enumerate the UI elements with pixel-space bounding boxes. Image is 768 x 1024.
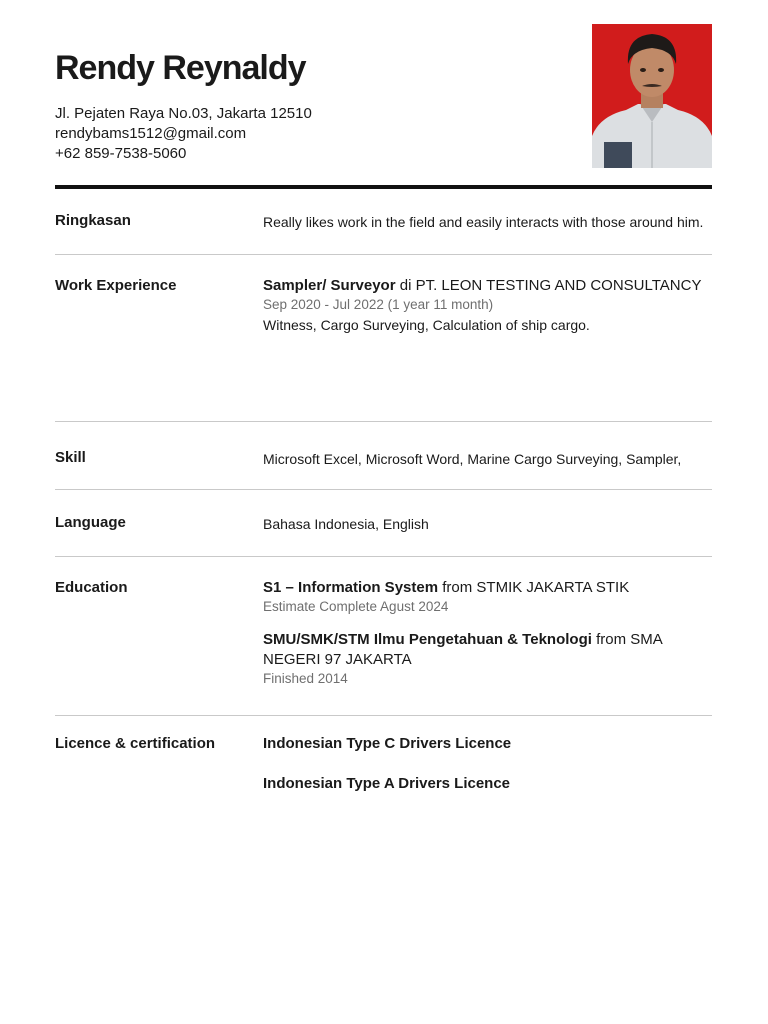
section-divider [55, 489, 712, 490]
licence-list [263, 734, 713, 794]
education-title [263, 630, 713, 670]
section-divider [55, 556, 712, 557]
phone-text: +62 859-7538-5060 [55, 145, 187, 162]
work-description: Witness, Cargo Surveying, Calculation of ship cargo. [263, 317, 590, 333]
contact-block [55, 104, 312, 164]
education-connector: from [438, 579, 477, 596]
education-degree: SMU/SMK/STM Ilmu Pengetahuan & Teknologi [263, 631, 592, 648]
candidate-name: Rendy Reynaldy [55, 49, 306, 87]
person-portrait-icon [592, 24, 712, 168]
section-label-language: Language [55, 514, 126, 531]
education-degree: S1 – Information System [263, 579, 439, 596]
summary-text: Really likes work in the field and easily interacts with those around him. [263, 214, 704, 230]
work-connector: di [395, 277, 416, 294]
licence-item: Indonesian Type A Drivers Licence [263, 775, 511, 792]
education-list [263, 578, 713, 688]
profile-photo [592, 24, 712, 168]
section-label-licence: Licence & certification [55, 735, 216, 752]
education-connector: from [591, 631, 631, 648]
education-school: SMA NEGERI 97 JAKARTA [263, 631, 662, 668]
work-title [263, 276, 713, 296]
education-item [263, 630, 713, 688]
address-text: Jl. Pejaten Raya No.03, Jakarta 12510 [55, 105, 312, 122]
section-label-skill: Skill [55, 449, 86, 466]
education-item [263, 578, 713, 616]
summary-content [263, 212, 713, 232]
work-entry [263, 276, 713, 336]
section-divider [55, 254, 712, 255]
email-text: rendybams1512@gmail.com [55, 125, 247, 142]
section-label-education: Education [55, 579, 128, 596]
work-company: PT. LEON TESTING AND CONSULTANCY [415, 277, 702, 294]
header-divider [55, 185, 712, 189]
section-divider [55, 715, 712, 716]
skill-text: Microsoft Excel, Microsoft Word, Marine Cargo Surveying, Sampler, [263, 451, 682, 467]
section-divider [55, 421, 712, 422]
education-title [263, 578, 713, 598]
section-label-work-experience: Work Experience [55, 277, 177, 294]
language-text: Bahasa Indonesia, English [263, 516, 429, 532]
language-content [263, 514, 713, 534]
education-school: STMIK JAKARTA STIK [476, 579, 630, 596]
licence-item: Indonesian Type C Drivers Licence [263, 735, 512, 752]
section-label-summary: Ringkasan [55, 212, 131, 229]
skill-content [263, 449, 713, 469]
work-role: Sampler/ Surveyor [263, 277, 396, 294]
work-period: Sep 2020 - Jul 2022 (1 year 11 month) [263, 297, 494, 312]
education-note: Finished 2014 [263, 671, 348, 686]
education-note: Estimate Complete Agust 2024 [263, 599, 449, 614]
